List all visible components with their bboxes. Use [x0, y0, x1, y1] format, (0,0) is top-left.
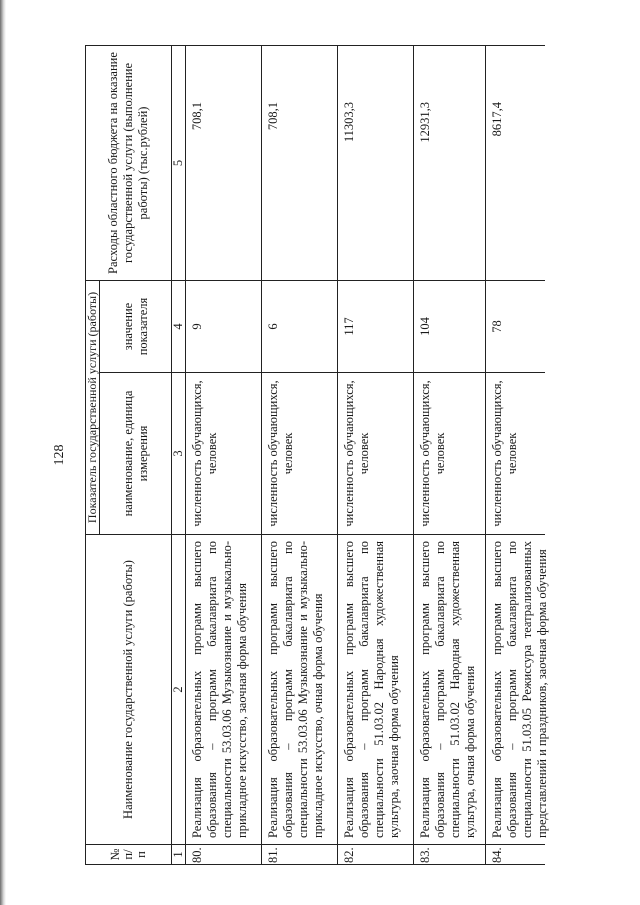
indicator-name: численность обучающихся, человек	[490, 380, 519, 527]
table-border-left	[85, 864, 545, 865]
header-indicator-group: Показатель государственной услуги (работы)	[85, 291, 99, 524]
indicator-value: 6	[266, 323, 280, 330]
expense-value: 708,1	[190, 102, 204, 131]
page-number: 128	[52, 444, 67, 466]
expense-value: 8617,4	[490, 102, 504, 137]
indicator-name: численность обучающихся, человек	[190, 380, 219, 527]
header-indicator-value: значение показателя	[120, 297, 150, 356]
service-name: Реализация образовательных программ высшего образования – программ бакалавриата по специальности 51.03.02 Народная художественная культура, очная форма обучения	[418, 541, 477, 838]
indicator-name: численность обучающихся, человек	[418, 380, 447, 527]
indicator-name: численность обучающихся, человек	[266, 380, 295, 527]
header-number: № п/п	[108, 848, 148, 861]
row-number: 84.	[490, 847, 504, 863]
indicator-name: численность обучающихся, человек	[342, 380, 371, 527]
column-number: 5	[171, 159, 185, 167]
row-number: 83.	[418, 847, 432, 863]
header-service-name: Наименование государственной услуги (работы)	[121, 560, 135, 819]
indicator-value: 117	[342, 317, 356, 336]
service-name: Реализация образовательных программ высшего образования – программ бакалавриата по специальности 53.03.06 Музыкознание и музыкально-прикладное искусство, очная форма обучения	[266, 541, 325, 838]
services-table-container	[85, 45, 549, 865]
indicator-value: 104	[418, 317, 432, 336]
header-indicator-name: наименование, единица измерения	[120, 390, 150, 517]
row-number: 80.	[190, 847, 204, 863]
service-name: Реализация образовательных программ высшего образования – программ бакалавриата по специальности 53.03.06 Музыкознание и музыкально-прикладное искусство, заочная форма обучения	[190, 541, 249, 838]
indicator-value: 78	[490, 320, 504, 333]
column-number: 3	[171, 450, 185, 457]
expense-value: 12931,3	[418, 102, 432, 143]
row-number: 82.	[342, 847, 356, 863]
indicator-value: 9	[190, 323, 204, 330]
expense-value: 11303,3	[342, 102, 356, 143]
services-table	[85, 45, 549, 865]
column-number: 4	[171, 323, 185, 330]
scan-edge-shadow	[0, 0, 6, 905]
header-expenses: Расходы областного бюджета на оказание государственной услуги (выполнение работы) (тыс.рублей)	[106, 52, 150, 274]
service-name: Реализация образовательных программ высшего образования – программ бакалавриата по специальности 51.03.05 Режиссура театрализованных представлений и праздников, заочная форма обучения	[490, 541, 549, 838]
expense-value: 708,1	[266, 102, 280, 131]
column-number: 2	[171, 686, 185, 693]
row-number: 81.	[266, 847, 280, 863]
service-name: Реализация образовательных программ высшего образования – программ бакалавриата по специальности 51.03.02 Народная художественная культура, заочная форма обучения	[342, 541, 401, 838]
column-number: 1	[171, 851, 185, 858]
